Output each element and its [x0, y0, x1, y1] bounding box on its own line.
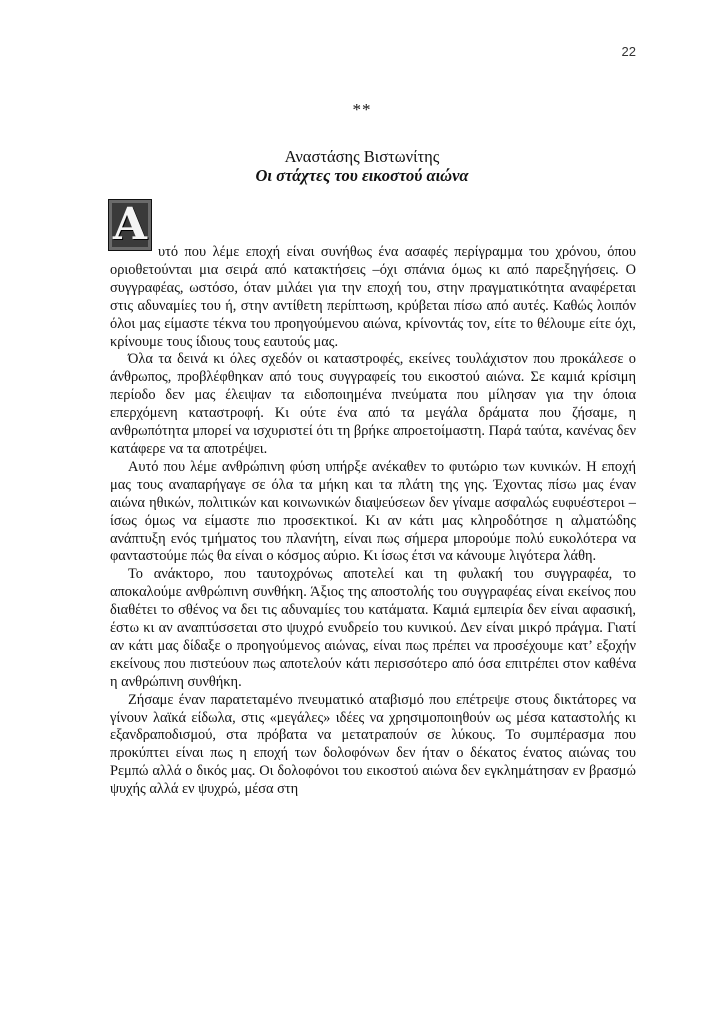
paragraph: [110, 199, 636, 351]
paragraph: Το ανάκτορο, που ταυτοχρόνως αποτελεί και τη φυλακή του συγγραφέα, το αποκαλούμε ανθρώπινη συνθήκη. Άξιος της αποστολής του συγγραφέας είναι εκείνος που διαθέτει το σθένος να δει τις αδυναμίες του κατάματα. Καμιά εμπειρία δεν είναι αφασική, έστω κι αν αναπτύσσεται στο ψυχρό ενυδρείο του κυνικού. Δεν είναι μικρό πράγμα. Γιατί αν κάτι μας δίδαξε ο προηγούμενος αιώνας, είναι πως πρέπει να προσέχουμε κατ’ εξοχήν εκείνους που πιστεύουν πως αποτελούν κάτι περισσότερο από όσα επιτρέπει στον καθένα η ανθρώπινη συνθήκη.: [110, 566, 636, 690]
body-text: [110, 199, 636, 799]
essay-title: Οι στάχτες του εικοστού αιώνα: [255, 166, 469, 185]
paragraph: Αυτό που λέμε ανθρώπινη φύση υπήρξε ανέκαθεν το φυτώριο των κυνικών. Η εποχή μας τους αναπαρήγαγε σε όλα τα μήκη και τα πλάτη της γης. Έχοντας πίσω μας έναν αιώνα ηθικών, πολιτικών και κοινωνικών διαψεύσεων δεν γίναμε ασφαλώς ευφυέστεροι –ίσως όμως να είμαστε πιο προσεκτικοί. Κι αν κάτι μας κληροδότησε η αλματώδης ανάπτυξη ενός τμήματος του πλανήτη, είναι πως σήμερα μπορούμε πολύ ευκολότερα να φανταστούμε πώς θα είναι ο κόσμος αύριο. Κι ίσως έτσι να κάνουμε λιγότερα λάθη.: [110, 458, 636, 565]
paragraph-text: υτό που λέμε εποχή είναι συνήθως ένα ασαφές περίγραμμα του χρόνου, όπου οριοθετούνται μια σειρά από κατακτήσεις –όχι σπάνια όμως κι από παρεξηγήσεις. Ο συγγραφέας, ωστόσο, όταν μιλάει για την εποχή του, στην πραγματικότητα αναφέρεται στις αδυναμίες του ή, στην αντίθετη περίπτωση, κρύβεται πίσω από αυτές. Καθώς λοιπόν όλοι μας είμαστε τέκνα του προηγούμενου αιώνα, κρίνοντάς τον, είτε το θέλουμε είτε όχι, κρίνουμε τους ίδιους τους εαυτούς μας.: [110, 244, 636, 350]
dropcap-letter: Α: [108, 199, 152, 251]
author-name: Αναστάσης Βιστωνίτης: [284, 147, 440, 166]
page-number: 22: [621, 44, 636, 59]
paragraph: Ζήσαμε έναν παρατεταμένο πνευματικό αταβισμό που επέτρεψε στους δικτάτορες να γίνουν λαϊκά είδωλα, στις «μεγάλες» ιδέες να χρησιμοποιηθούν ως μέσα καταστολής κι εξανδραποδισμού, στα πρόβατα να μετατραπούν σε λύκους. Το συμπέρασμα που προκύπτει είναι πως η εποχή των δολοφόνων δεν ήταν ο δέκατος ένατος αιώνας του Ρεμπώ αλλά ο δικός μας. Οι δολοφόνοι του εικοστού αιώνα δεν εγκλημάτησαν εν βρασμώ ψυχής αλλά εν ψυχρώ, μέσα στη: [110, 691, 636, 798]
paragraph: Όλα τα δεινά κι όλες σχεδόν οι καταστροφές, εκείνες τουλάχιστον που προκάλεσε ο άνθρωπος, προβλέφθηκαν από τους συγγραφείς του εικοστού αιώνα. Σε καμιά κρίσιμη περίοδο δεν μας έλειψαν τα ειδοποιημένα πνεύματα που μίλησαν για την όποια επερχόμενη καταστροφή. Κι ούτε ένα από τα μεγάλα δράματα που ζήσαμε, η ανθρωπότητα μπορεί να ισχυριστεί ότι τη βρήκε απροετοίμαστη. Παρά ταύτα, κανένας δεν κατάφερε να τα αποτρέψει.: [110, 351, 636, 457]
section-mark: **: [352, 100, 372, 119]
